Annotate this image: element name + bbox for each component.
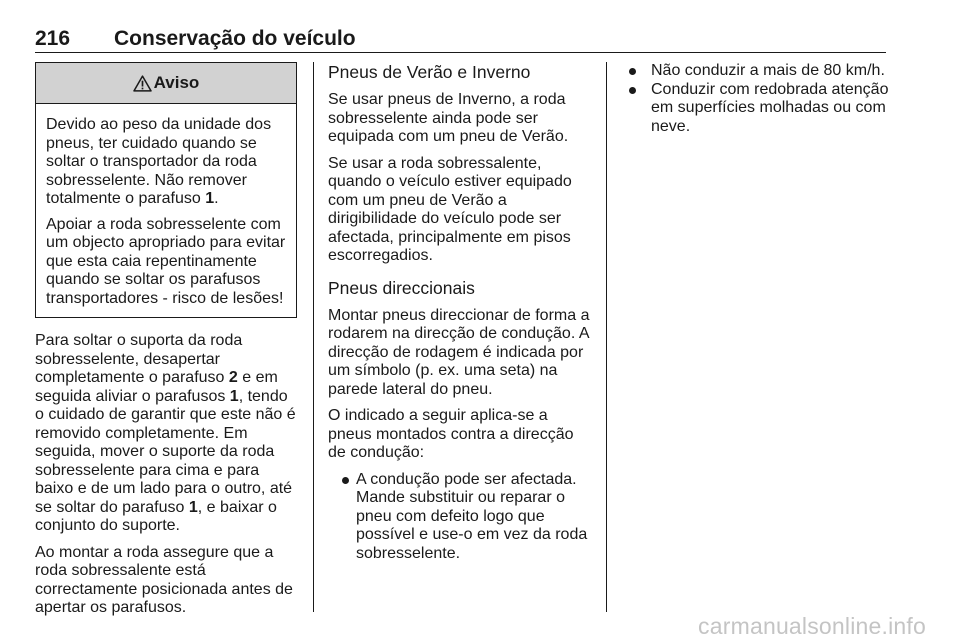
warning-header [36, 63, 296, 104]
column-right [626, 62, 896, 136]
body-paragraph: Se usar pneus de Inverno, a roda sobresselente ainda pode ser equipada com um pneu de Verão. [328, 91, 569, 145]
list-item: Conduzir com redobrada atenção em superfícies molhadas ou com neve. [626, 81, 896, 137]
body-paragraph: Se usar a roda sobressalente, quando o veículo estiver equipado com um pneu de Verão a dirigibilidade do veículo pode ser afectada, principalmente em pisos escorregadios. [328, 154, 572, 264]
bullet-list [626, 62, 896, 136]
page-header [35, 28, 886, 53]
column-left [35, 62, 297, 626]
page-number: 216 [35, 27, 71, 50]
section-heading: Pneus de Verão e Inverno [328, 62, 531, 82]
bullet-list [342, 471, 594, 564]
body-paragraph: Ao montar a roda assegure que a roda sobressalente está correctamente posicionada antes de apertar os parafusos. [35, 543, 293, 616]
bullet-icon [629, 87, 636, 94]
warning-box [35, 62, 297, 318]
warning-paragraph: Apoiar a roda sobresselente com um objecto apropriado para evitar que esta caia repentinamente quando se soltar os parafusos transportadores - risco de lesões! [46, 215, 286, 307]
warning-paragraph: Devido ao peso da unidade dos pneus, ter cuidado quando se soltar o transportador da roda sobresselente. Não remover totalmente o parafuso 1. [46, 116, 272, 207]
column-middle [328, 62, 594, 563]
section-heading: Pneus direccionais [328, 277, 475, 298]
body-paragraph: Montar pneus direccionar de forma a rodarem na direcção de condução. A direcção de rodagem é indicada por um símbolo (p. ex. uma seta) na parede lateral do pneu. [328, 306, 590, 398]
list-item: A condução pode ser afectada. Mande substituir ou reparar o pneu com defeito logo que possível e use-o em vez da roda sobresselente. [342, 471, 594, 564]
list-item: Não conduzir a mais de 80 km/h. [626, 62, 896, 81]
warning-title: Aviso [153, 72, 200, 92]
warning-triangle-icon [133, 75, 152, 92]
watermark: carmanualsonline.info [698, 613, 926, 639]
warning-body [36, 104, 296, 317]
column-divider-left [313, 62, 314, 612]
chapter-title: Conservação do veículo [114, 27, 356, 50]
column-divider-right [606, 62, 607, 612]
bullet-icon [629, 68, 636, 75]
body-paragraph: Para soltar o suporta da roda sobresselente, desapertar completamente o parafuso 2 e em seguida aliviar o parafusos 1, tendo o cuidado de garantir que este não é removido completamente. Em seguida, mover o suporte da roda sobresselente para cima e para baixo e de um lado para o outro, até se soltar do parafuso 1, e baixar o conjunto do suporte. [35, 332, 296, 534]
body-paragraph: O indicado a seguir aplica-se a pneus montados contra a direcção de condução: [328, 407, 574, 461]
bullet-icon [342, 477, 349, 484]
